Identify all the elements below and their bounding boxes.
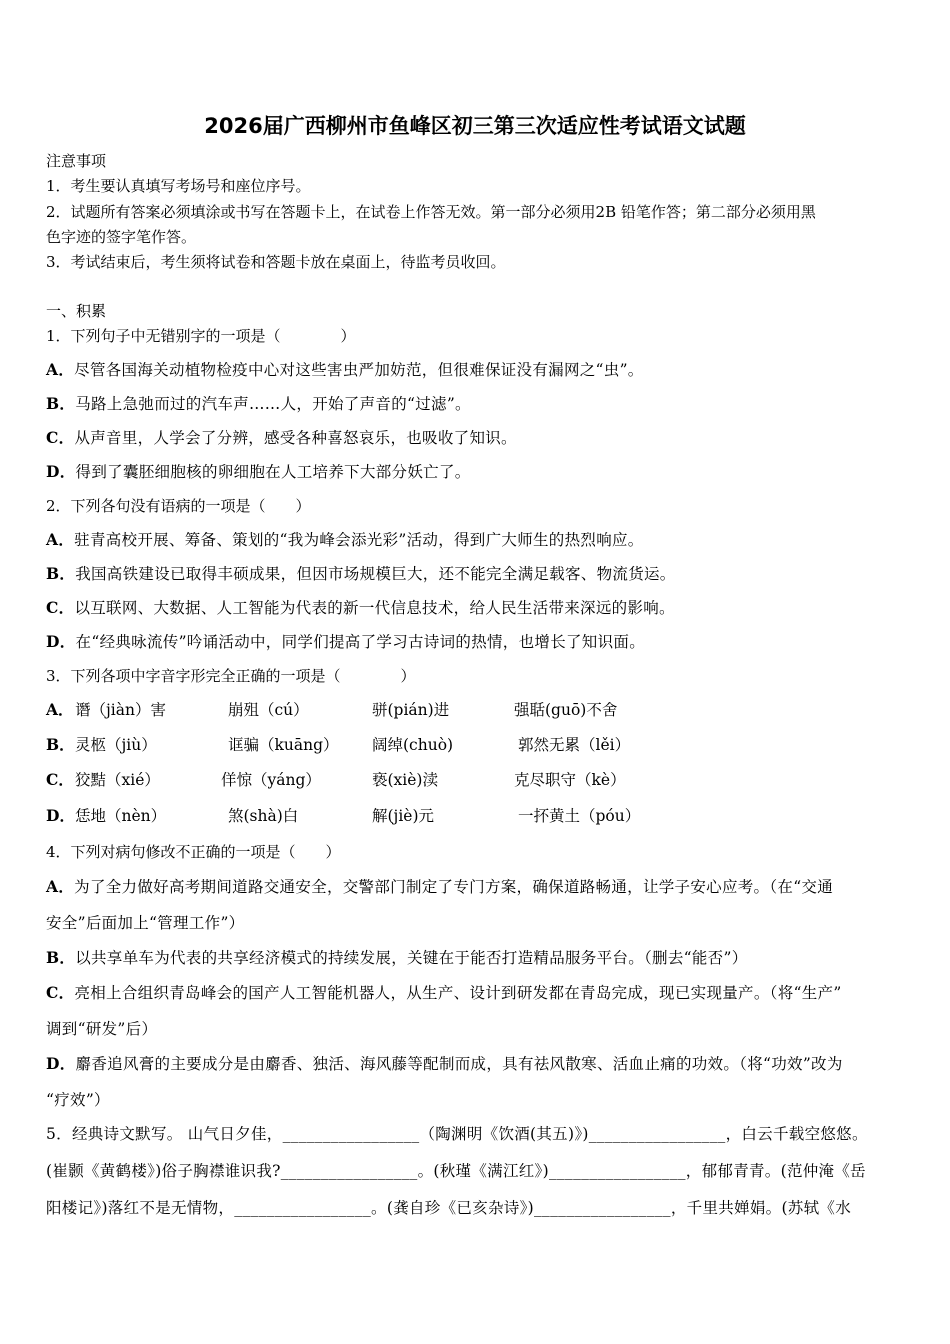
option-key: A． — [46, 360, 75, 379]
poem-dictation-line: 阳楼记》)落红不是无情物，_________________。(龚自珍《已亥杂诗》)_________________，千里共婵娟。(苏轼《水 — [46, 1199, 851, 1217]
answer-option — [46, 632, 645, 652]
option-cell: 郭然无累（lěi） — [518, 736, 631, 754]
question-stem: 1．下列句子中无错别字的一项是（ ） — [46, 327, 356, 345]
option-key: A． — [46, 877, 75, 896]
option-key: D． — [46, 1054, 76, 1073]
option-cell: 解(jiè)元 — [372, 807, 435, 825]
option-key: C． — [46, 983, 75, 1002]
option-key: D． — [46, 632, 76, 651]
option-cell: 谮（jiàn）害 — [75, 701, 166, 719]
answer-option — [46, 564, 676, 584]
option-text: 麝香追风膏的主要成分是由麝香、独活、海风藤等配制而成，具有祛风散寒、活血止痛的功效。（将“功效”改为 — [75, 1055, 843, 1073]
option-cell: 亵(xiè)渎 — [372, 771, 438, 789]
option-cell: 一抔黄土（póu） — [518, 807, 641, 825]
option-cell: 阔绰(chuò) — [372, 736, 454, 754]
answer-option — [46, 983, 842, 1003]
option-cell: 骈(pián)进 — [372, 701, 450, 719]
option-key: C． — [46, 598, 75, 617]
section-heading: 一、积累 — [46, 302, 107, 320]
answer-option — [46, 948, 748, 968]
poem-dictation-line: (崔颢《黄鹤楼》)俗子胸襟谁识我?_________________。(秋瑾《满江红》)_________________，郁郁青青。(范仲淹《岳 — [46, 1162, 866, 1180]
option-key: D． — [46, 806, 75, 825]
answer-option — [46, 462, 471, 482]
option-key: B． — [46, 394, 76, 413]
option-key: D． — [46, 462, 76, 481]
option-key: A． — [46, 530, 75, 549]
option-text: “疗效”） — [46, 1091, 110, 1109]
option-cell: 诓骗（kuāng） — [228, 736, 339, 754]
option-cell: 克尽职守（kè） — [514, 771, 626, 789]
option-text: 调到“研发”后） — [46, 1020, 158, 1038]
option-cell: 强聒(guō)不舍 — [514, 701, 618, 719]
option-key: B． — [46, 735, 75, 754]
answer-option — [46, 428, 517, 448]
option-text: 马路上急弛而过的汽车声……人，开始了声音的“过滤”。 — [75, 395, 471, 413]
notice-item: 2．试题所有答案必须填涂或书写在答题卡上，在试卷上作答无效。第一部分必须用2B 铅笔作答；第二部分必须用黑 — [46, 203, 816, 221]
option-text: 为了全力做好高考期间道路交通安全，交警部门制定了专门方案，确保道路畅通，让学子安心应考。（在“交通 — [74, 878, 834, 896]
answer-option — [46, 598, 675, 618]
question-stem: 3．下列各项中字音字形完全正确的一项是（ ） — [46, 667, 416, 685]
option-key: B． — [46, 564, 76, 583]
question-stem: 4．下列对病句修改不正确的一项是（ ） — [46, 843, 341, 861]
option-text: 安全”后面加上“管理工作”） — [46, 914, 245, 932]
option-cell: 狡黠（xié） — [75, 771, 160, 789]
poem-dictation-line: 5．经典诗文默写。 山气日夕佳，_________________（陶渊明《饮酒(其五)》)_________________，白云千载空悠悠。 — [46, 1125, 868, 1143]
option-text: 尽管各国海关动植物检疫中心对这些害虫严加妨范，但很难保证没有漏网之“虫”。 — [74, 361, 644, 379]
option-text: 驻青高校开展、筹备、策划的“我为峰会添光彩”活动，得到广大师生的热烈响应。 — [74, 531, 644, 549]
exam-title: 2026届广西柳州市鱼峰区初三第三次适应性考试语文试题 — [204, 114, 746, 138]
answer-option — [46, 877, 833, 897]
notice-item: 1．考生要认真填写考场号和座位序号。 — [46, 177, 311, 195]
answer-option — [46, 1054, 843, 1074]
option-text: 以共享单车为代表的共享经济模式的持续发展，关键在于能否打造精品服务平台。（删去“能否”） — [75, 949, 748, 967]
option-text: 从声音里，人学会了分辨，感受各种喜怒哀乐，也吸收了知识。 — [74, 429, 517, 447]
option-cell: 崩殂（cú） — [228, 701, 309, 719]
option-key: A． — [46, 700, 74, 719]
option-cell: 佯惊（yáng） — [221, 771, 321, 789]
answer-option — [46, 360, 644, 380]
answer-option-cont — [46, 1019, 157, 1039]
option-text: 得到了囊胚细胞核的卵细胞在人工培养下大部分妖亡了。 — [75, 463, 471, 481]
question-stem: 2．下列各句没有语病的一项是（ ） — [46, 497, 311, 515]
option-key: C． — [46, 428, 75, 447]
notice-item: 色字迹的签字笔作答。 — [46, 228, 197, 246]
answer-option — [46, 530, 644, 550]
option-text: 以互联网、大数据、人工智能为代表的新一代信息技术，给人民生活带来深远的影响。 — [74, 599, 675, 617]
option-text: 我国高铁建设已取得丰硕成果，但因市场规模巨大，还不能完全满足载客、物流货运。 — [75, 565, 676, 583]
option-cell: 煞(shà)白 — [228, 807, 299, 825]
option-cell: 灵柩（jiù） — [75, 736, 157, 754]
option-text: 亮相上合组织青岛峰会的国产人工智能机器人，从生产、设计到研发都在青岛完成，现已实现量产。（将“生产” — [74, 984, 842, 1002]
answer-option-cont — [46, 913, 244, 933]
option-key: C． — [46, 770, 74, 789]
option-key: B． — [46, 948, 76, 967]
option-text: 在“经典咏流传”吟诵活动中，同学们提高了学习古诗词的热情，也增长了知识面。 — [75, 633, 645, 651]
notice-heading: 注意事项 — [46, 152, 107, 170]
option-cell: 恁地（nèn） — [75, 807, 167, 825]
answer-option-cont — [46, 1090, 110, 1110]
answer-option — [46, 394, 471, 414]
notice-item: 3．考试结束后，考生须将试卷和答题卡放在桌面上，待监考员收回。 — [46, 253, 506, 271]
